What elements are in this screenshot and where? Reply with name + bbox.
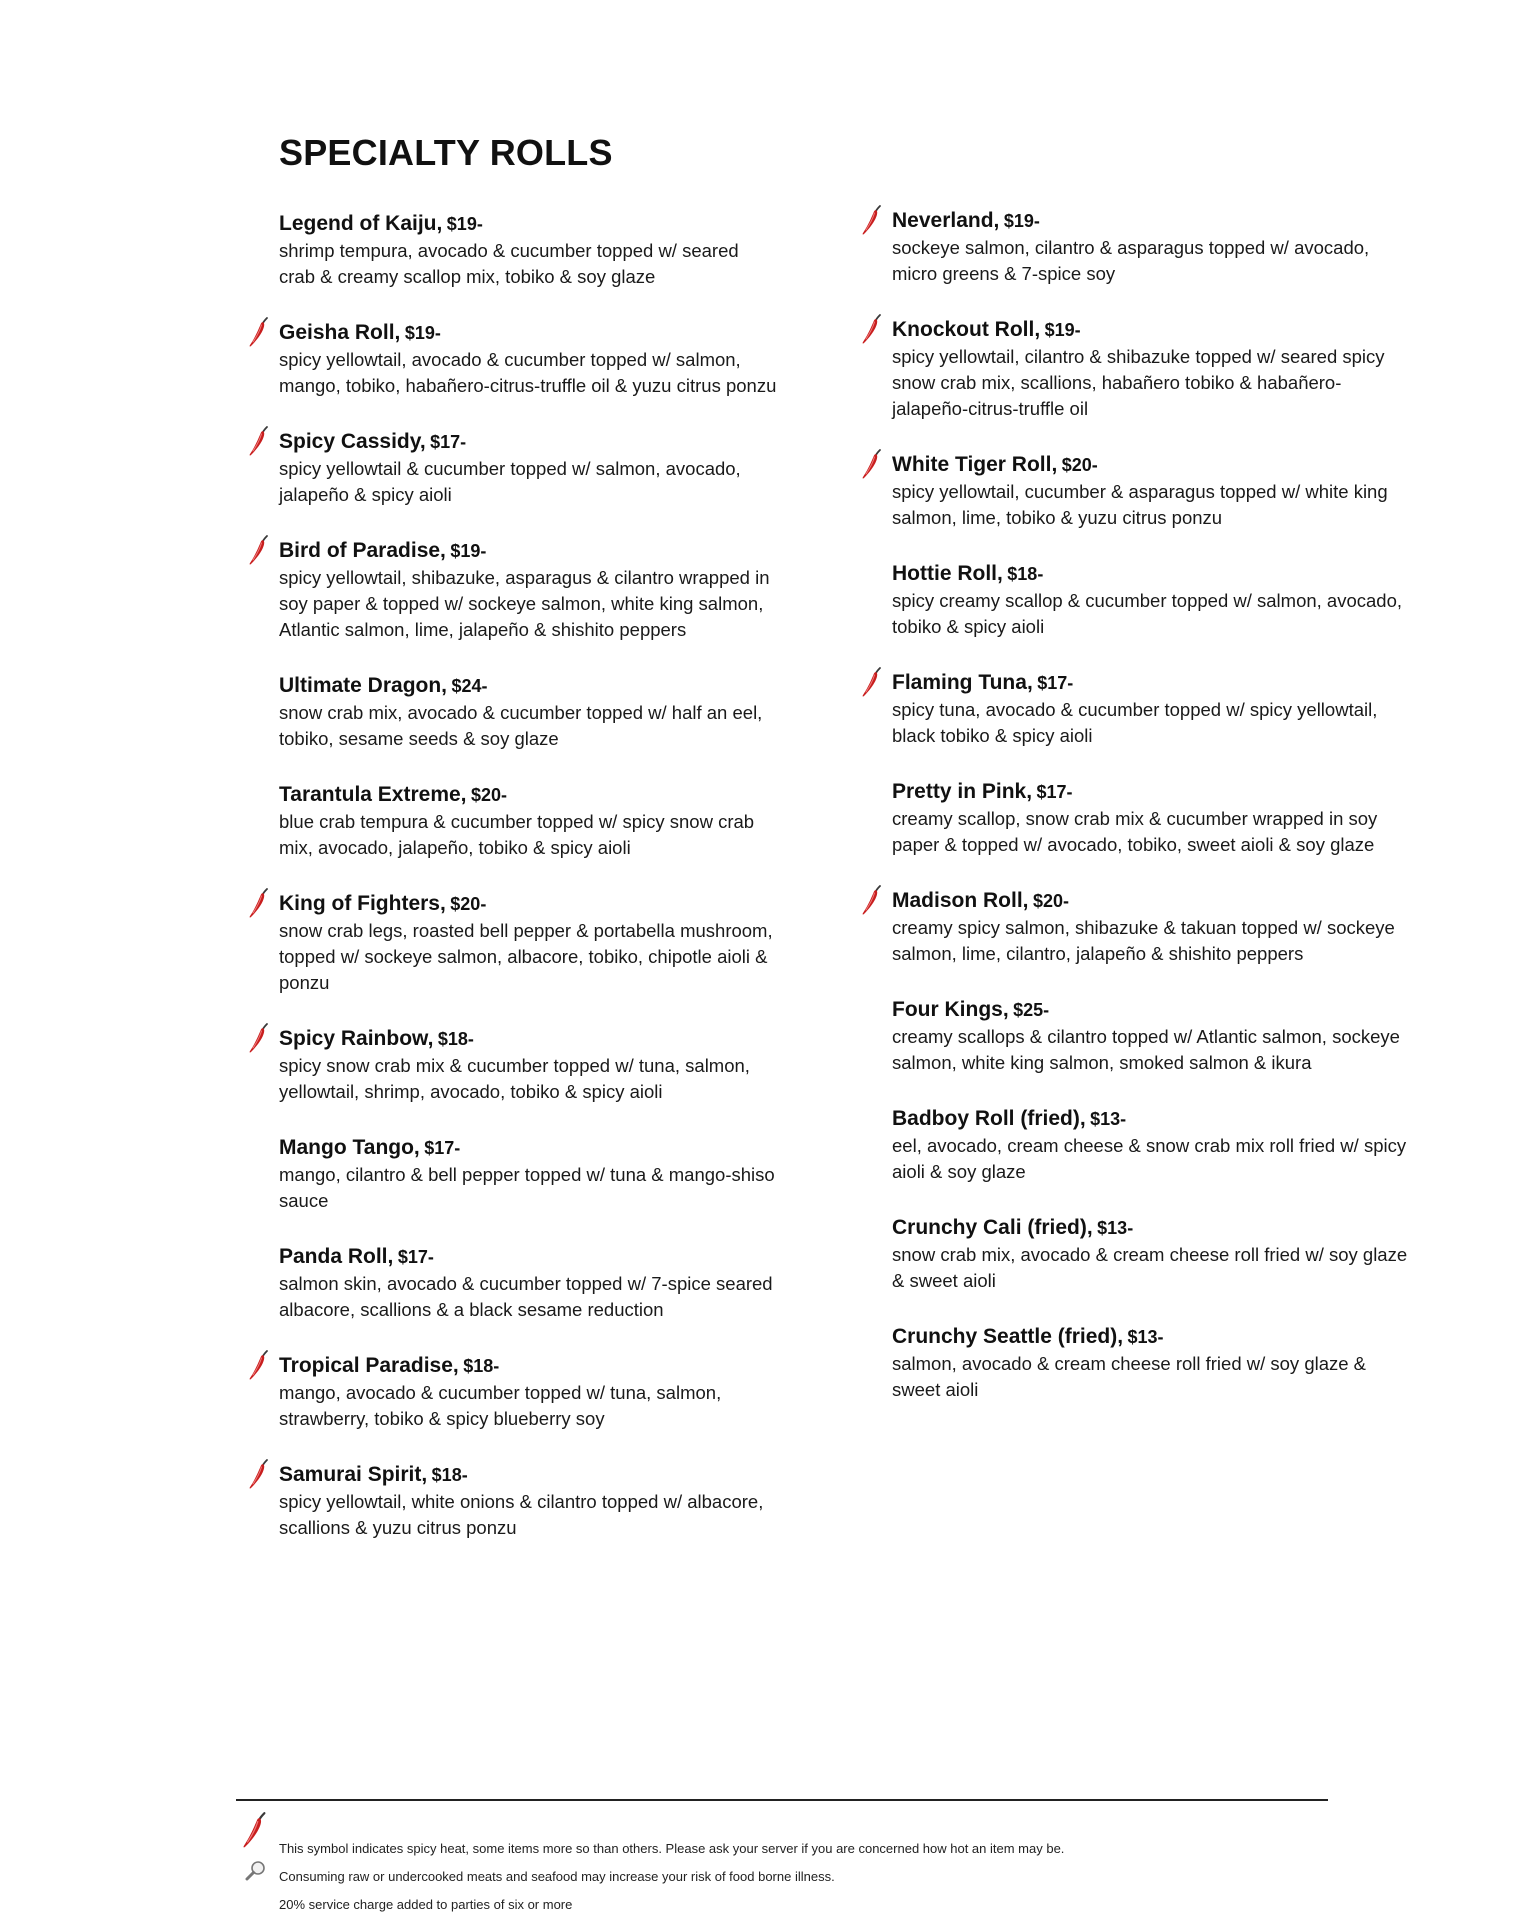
menu-item-description: spicy yellowtail, avocado & cucumber topped w/ salmon, mango, tobiko, habañero-citrus-truffle oil & yuzu citrus ponzu <box>279 349 777 396</box>
menu-item-description: spicy yellowtail, cucumber & asparagus topped w/ white king salmon, lime, tobiko & yuzu citrus ponzu <box>892 481 1388 528</box>
menu-item-header <box>279 1134 779 1162</box>
menu-item-name: Ultimate Dragon, <box>279 674 448 697</box>
menu-item-price: $18- <box>1007 564 1044 584</box>
menu-item-description: spicy yellowtail, white onions & cilantro topped w/ albacore, scallions & yuzu citrus ponzu <box>279 1491 764 1538</box>
menu-item <box>279 537 779 643</box>
chili-pepper-icon <box>245 1457 275 1491</box>
chili-pepper-icon <box>245 1021 275 1055</box>
menu-item-description: mango, cilantro & bell pepper topped w/ tuna & mango-shiso sauce <box>279 1164 775 1211</box>
menu-item-description: spicy yellowtail, cilantro & shibazuke topped w/ seared spicy snow crab mix, scallions, habañero tobiko & habañero-jalapeño-citrus-truffle oil <box>892 346 1385 419</box>
chili-pepper-icon <box>245 886 275 920</box>
menu-item <box>279 1352 779 1432</box>
menu-item-name: White Tiger Roll, <box>892 453 1058 476</box>
menu-item-name: Flaming Tuna, <box>892 671 1033 694</box>
menu-item-price: $13- <box>1127 1327 1164 1347</box>
menu-item-description: spicy tuna, avocado & cucumber topped w/ spicy yellowtail, black tobiko & spicy aioli <box>892 699 1378 746</box>
menu-item-description: spicy yellowtail, shibazuke, asparagus & cilantro wrapped in soy paper & topped w/ sockeye salmon, white king salmon, Atlantic salmon, lime, jalapeño & shishito peppers <box>279 567 770 640</box>
menu-item-price: $13- <box>1090 1109 1127 1129</box>
menu-item-header <box>279 890 779 918</box>
chili-pepper-icon <box>245 533 275 567</box>
menu-item-price: $20- <box>1032 891 1069 911</box>
menu-item-price: $19- <box>450 541 487 561</box>
menu-column-right <box>892 207 1412 1432</box>
menu-item-name: Legend of Kaiju, <box>279 212 443 235</box>
menu-item-header <box>892 1323 1412 1351</box>
menu-item <box>279 319 779 399</box>
menu-item-description: snow crab mix, avocado & cucumber topped w/ half an eel, tobiko, sesame seeds & soy glaze <box>279 702 763 749</box>
menu-item-price: $19- <box>1003 211 1040 231</box>
menu-item-header <box>279 1352 779 1380</box>
menu-item-name: Spicy Rainbow, <box>279 1027 434 1050</box>
menu-item-description: snow crab legs, roasted bell pepper & portabella mushroom, topped w/ sockeye salmon, albacore, tobiko, chipotle aioli & ponzu <box>279 920 773 993</box>
menu-item-header <box>892 669 1412 697</box>
menu-item <box>279 428 779 508</box>
chili-pepper-icon <box>245 1348 275 1382</box>
menu-item-name: Badboy Roll (fried), <box>892 1107 1086 1130</box>
menu-column-left <box>279 210 779 1570</box>
menu-item-description: blue crab tempura & cucumber topped w/ spicy snow crab mix, avocado, jalapeño, tobiko & spicy aioli <box>279 811 755 858</box>
menu-item-description: salmon skin, avocado & cucumber topped w/ 7-spice seared albacore, scallions & a black sesame reduction <box>279 1273 773 1320</box>
menu-item <box>279 890 779 996</box>
menu-item <box>279 210 779 290</box>
footnotes <box>279 1835 1279 1919</box>
menu-item-price: $17- <box>424 1138 461 1158</box>
menu-item-header <box>892 207 1412 235</box>
menu-item-price: $17- <box>430 432 467 452</box>
menu-item-header <box>892 778 1412 806</box>
menu-item-name: Knockout Roll, <box>892 318 1041 341</box>
page-title: SPECIALTY ROLLS <box>279 132 613 173</box>
menu-item-header <box>279 537 779 565</box>
menu-item <box>892 316 1412 422</box>
menu-item-name: Four Kings, <box>892 998 1009 1021</box>
menu-item-description: sockeye salmon, cilantro & asparagus topped w/ avocado, micro greens & 7-spice soy <box>892 237 1370 284</box>
chili-pepper-icon <box>858 312 888 346</box>
menu-item <box>892 996 1412 1076</box>
menu-item-price: $25- <box>1013 1000 1050 1020</box>
menu-item-description: creamy scallops & cilantro topped w/ Atlantic salmon, sockeye salmon, white king salmon, smoked salmon & ikura <box>892 1026 1400 1073</box>
menu-item-header <box>892 560 1412 588</box>
menu-item-header <box>279 672 779 700</box>
menu-item <box>892 560 1412 640</box>
menu-item-price: $13- <box>1097 1218 1134 1238</box>
menu-item-header <box>279 428 779 456</box>
menu-item-description: creamy spicy salmon, shibazuke & takuan topped w/ sockeye salmon, lime, cilantro, jalapeño & shishito peppers <box>892 917 1395 964</box>
menu-item-header <box>279 210 779 238</box>
menu-item-price: $17- <box>1037 673 1074 693</box>
menu-item-description: mango, avocado & cucumber topped w/ tuna, salmon, strawberry, tobiko & spicy blueberry soy <box>279 1382 722 1429</box>
menu-item-header <box>892 316 1412 344</box>
chili-pepper-icon <box>858 447 888 481</box>
menu-item-header <box>279 781 779 809</box>
menu-item-header <box>279 319 779 347</box>
menu-item <box>892 1214 1412 1294</box>
menu-item-price: $19- <box>404 323 441 343</box>
menu-item <box>279 1461 779 1541</box>
menu-item <box>892 887 1412 967</box>
chili-pepper-icon <box>858 203 888 237</box>
menu-item-price: $17- <box>397 1247 434 1267</box>
chili-pepper-icon <box>245 315 275 349</box>
menu-item-name: Spicy Cassidy, <box>279 430 426 453</box>
menu-item-name: Mango Tango, <box>279 1136 420 1159</box>
menu-item-header <box>892 1105 1412 1133</box>
menu-item-description: shrimp tempura, avocado & cucumber topped w/ seared crab & creamy scallop mix, tobiko & soy glaze <box>279 240 739 287</box>
menu-item <box>892 451 1412 531</box>
menu-item-name: Crunchy Seattle (fried), <box>892 1325 1124 1348</box>
menu-item <box>892 778 1412 858</box>
menu-item-name: Panda Roll, <box>279 1245 394 1268</box>
menu-item-price: $17- <box>1036 782 1073 802</box>
menu-item-price: $18- <box>463 1356 500 1376</box>
menu-item <box>892 669 1412 749</box>
spicy-note: This symbol indicates spicy heat, some items more so than others. Please ask your server if you are concerned how hot an item may be. <box>279 1841 1065 1856</box>
menu-item-price: $19- <box>446 214 483 234</box>
menu-item <box>892 1105 1412 1185</box>
menu-item-name: Madison Roll, <box>892 889 1029 912</box>
menu-item-price: $19- <box>1044 320 1081 340</box>
menu-item-price: $18- <box>437 1029 474 1049</box>
menu-item-name: Crunchy Cali (fried), <box>892 1216 1093 1239</box>
menu-item <box>892 1323 1412 1403</box>
menu-item-description: spicy snow crab mix & cucumber topped w/ tuna, salmon, yellowtail, shrimp, avocado, tobiko & spicy aioli <box>279 1055 750 1102</box>
service-charge-note: 20% service charge added to parties of six or more <box>279 1897 573 1912</box>
menu-item-header <box>279 1025 779 1053</box>
menu-item-name: Samurai Spirit, <box>279 1463 428 1486</box>
footer-divider <box>236 1799 1328 1801</box>
menu-item <box>279 1134 779 1214</box>
menu-item-price: $20- <box>470 785 507 805</box>
raw-food-note: Consuming raw or undercooked meats and seafood may increase your risk of food borne illness. <box>279 1869 835 1884</box>
menu-item-name: King of Fighters, <box>279 892 446 915</box>
menu-item-price: $18- <box>431 1465 468 1485</box>
menu-item-name: Geisha Roll, <box>279 321 401 344</box>
menu-item-header <box>892 887 1412 915</box>
menu-item-name: Hottie Roll, <box>892 562 1003 585</box>
menu-item-price: $24- <box>451 676 488 696</box>
menu-item-name: Tropical Paradise, <box>279 1354 459 1377</box>
menu-item-name: Pretty in Pink, <box>892 780 1033 803</box>
menu-item <box>892 207 1412 287</box>
menu-item-name: Tarantula Extreme, <box>279 783 467 806</box>
menu-item-description: spicy yellowtail & cucumber topped w/ salmon, avocado, jalapeño & spicy aioli <box>279 458 741 505</box>
magnifier-icon <box>244 1859 268 1883</box>
menu-item-description: snow crab mix, avocado & cream cheese roll fried w/ soy glaze & sweet aioli <box>892 1244 1408 1291</box>
menu-item-name: Neverland, <box>892 209 1000 232</box>
menu-item-price: $20- <box>450 894 487 914</box>
menu-item-description: creamy scallop, snow crab mix & cucumber wrapped in soy paper & topped w/ avocado, tobiko, sweet aioli & soy glaze <box>892 808 1378 855</box>
menu-item-header <box>892 1214 1412 1242</box>
menu-item-description: eel, avocado, cream cheese & snow crab mix roll fried w/ spicy aioli & soy glaze <box>892 1135 1407 1182</box>
chili-pepper-icon <box>858 665 888 699</box>
menu-item <box>279 1243 779 1323</box>
chili-pepper-icon <box>858 883 888 917</box>
chili-pepper-icon <box>245 424 275 458</box>
menu-item <box>279 1025 779 1105</box>
menu-item-price: $20- <box>1061 455 1098 475</box>
menu-item-header <box>279 1461 779 1489</box>
menu-item-header <box>892 451 1412 479</box>
menu-item-description: spicy creamy scallop & cucumber topped w/ salmon, avocado, tobiko & spicy aioli <box>892 590 1403 637</box>
menu-item-name: Bird of Paradise, <box>279 539 446 562</box>
menu-item <box>279 781 779 861</box>
menu-item-header <box>892 996 1412 1024</box>
chili-pepper-icon <box>238 1808 274 1852</box>
menu-item-description: salmon, avocado & cream cheese roll fried w/ soy glaze & sweet aioli <box>892 1353 1367 1400</box>
menu-item-header <box>279 1243 779 1271</box>
menu-item <box>279 672 779 752</box>
